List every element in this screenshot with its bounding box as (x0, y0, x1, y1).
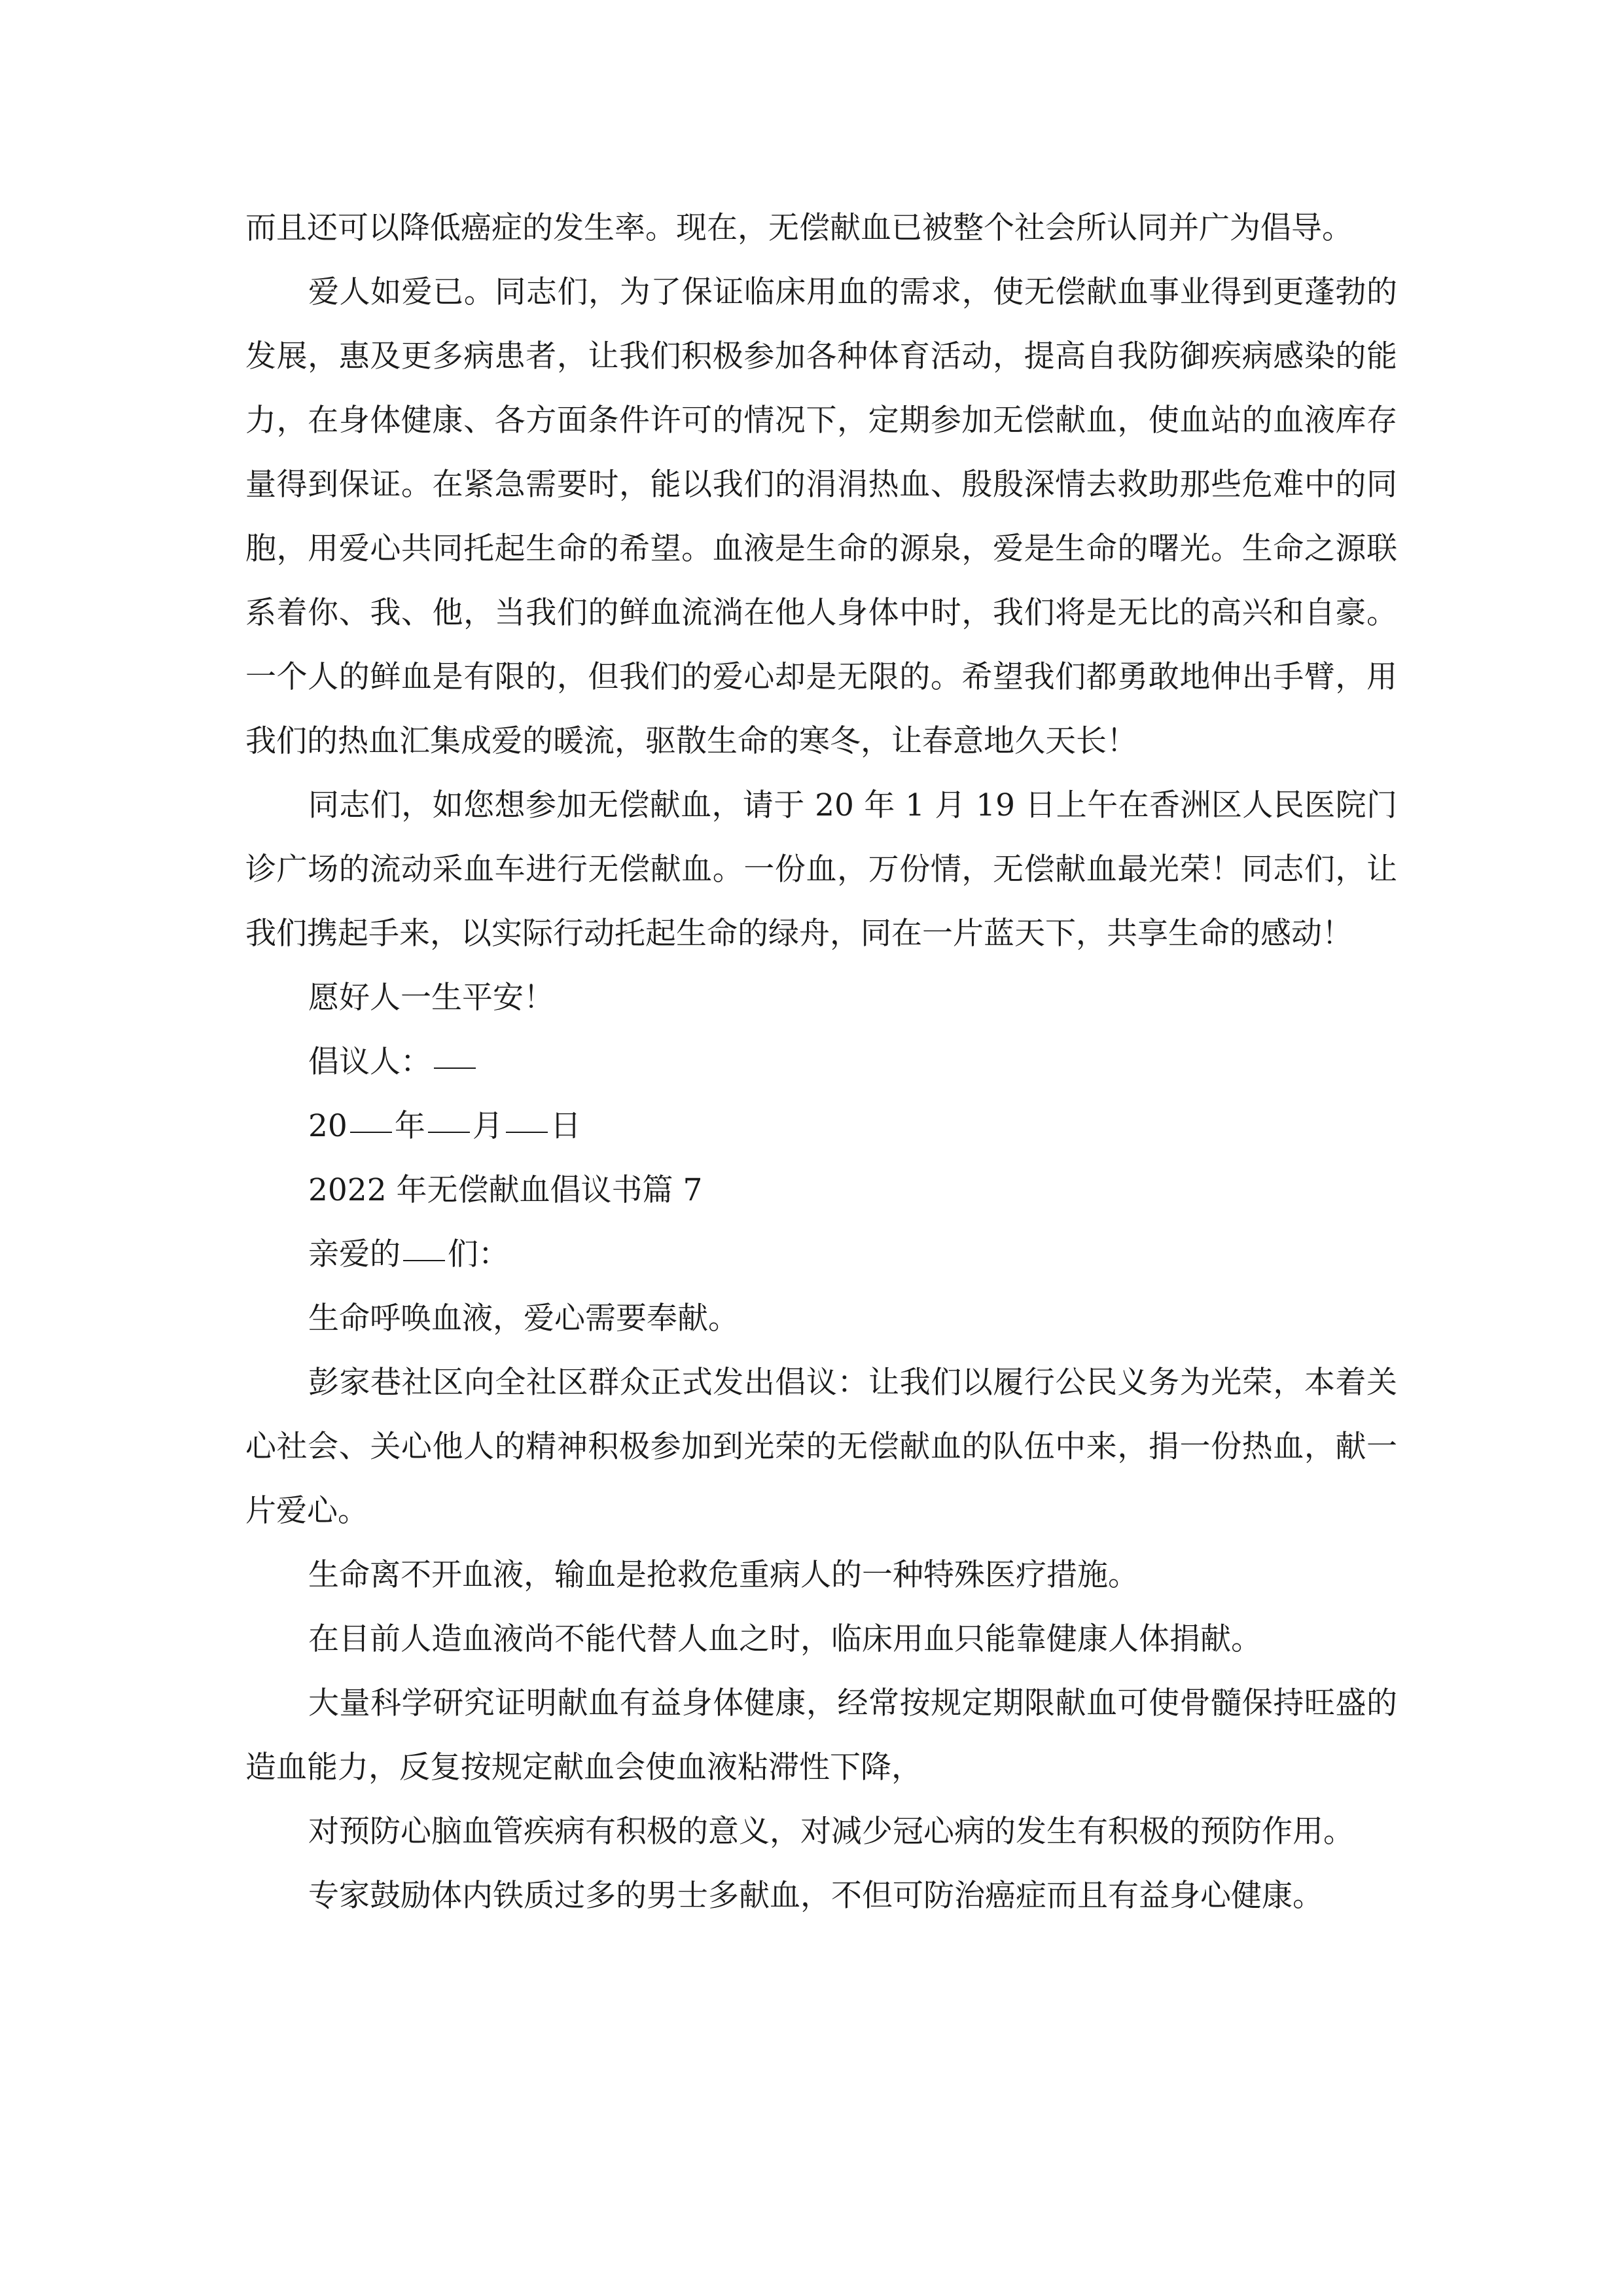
date-year-label: 年 (394, 1108, 425, 1144)
section-title: 2022 年无偿献血倡议书篇 7 (308, 1172, 703, 1208)
initiator-blank (434, 1067, 476, 1069)
paragraph-1: 爱人如爱已。同志们，为了保证临床用血的需求，使无偿献血事业得到更蓬勃的发展，惠及更多病患者，让我们积极参加各种体育活动，提高自我防御疾病感染的能力，在身体健康、各方面条件许可的情况下，定期参加无偿献血，使血站的血液库存量得到保证。在紧急需要时，能以我们的涓涓热血、殷殷深情去救助那些危难中的同胞，用爱心共同托起生命的希望。血液是生命的源泉，爱是生命的曙光。生命之源联系着你、我、他，当我们的鲜血流淌在他人身体中时，我们将是无比的高兴和自豪。一个人的鲜血是有限的，但我们的爱心却是无限的。希望我们都勇敢地伸出手臂，用我们的热血汇集成爱的暖流，驱散生命的寒冬，让春意地久天长！ (245, 274, 1397, 759)
greeting-prefix: 亲爱的 (308, 1236, 401, 1272)
paragraph2-4: 大量科学研究证明献血有益身体健康，经常按规定期限献血可使骨髓保持旺盛的造血能力，反复按规定献血会使血液粘滞性下降， (245, 1685, 1397, 1785)
initiator-line (245, 1030, 1397, 1094)
date-line (245, 1094, 1397, 1158)
date-day-label: 日 (550, 1108, 581, 1144)
greeting-suffix: 们： (448, 1236, 509, 1272)
paragraph2-3: 在目前人造血液尚不能代替人血之时，临床用血只能靠健康人体捐献。 (308, 1621, 1262, 1657)
greeting-blank (403, 1259, 445, 1261)
date-year-prefix: 20 (308, 1108, 348, 1144)
year-blank (350, 1131, 392, 1133)
month-blank (428, 1131, 470, 1133)
initiator-label: 倡议人： (308, 1044, 431, 1080)
paragraph-0: 而且还可以降低癌症的发生率。现在，无偿献血已被整个社会所认同并广为倡导。 (245, 210, 1353, 246)
paragraph2-6: 专家鼓励体内铁质过多的男士多献血，不但可防治癌症而且有益身心健康。 (308, 1878, 1323, 1914)
paragraph2-1: 彭家巷社区向全社区群众正式发出倡议：让我们以履行公民义务为光荣，本着关心社会、关心他人的精神积极参加到光荣的无偿献血的队伍中来，捐一份热血，献一片爱心。 (245, 1365, 1397, 1529)
paragraph2-5: 对预防心脑血管疾病有积极的意义，对减少冠心病的发生有积极的预防作用。 (308, 1814, 1354, 1850)
paragraph-3: 愿好人一生平安！ (308, 980, 554, 1016)
day-blank (506, 1131, 548, 1133)
date-month-label: 月 (472, 1108, 503, 1144)
document-page (245, 196, 1397, 1928)
paragraph-2: 同志们，如您想参加无偿献血，请于 20 年 1 月 19 日上午在香洲区人民医院门诊广场的流动采血车进行无偿献血。一份血，万份情，无偿献血最光荣！同志们，让我们携起手来，以实际行动托起生命的绿舟，同在一片蓝天下，共享生命的感动！ (245, 787, 1397, 952)
paragraph2-0: 生命呼唤血液，爱心需要奉献。 (308, 1300, 739, 1336)
greeting-line (245, 1223, 1397, 1287)
paragraph2-2: 生命离不开血液，输血是抢救危重病人的一种特殊医疗措施。 (308, 1557, 1139, 1593)
